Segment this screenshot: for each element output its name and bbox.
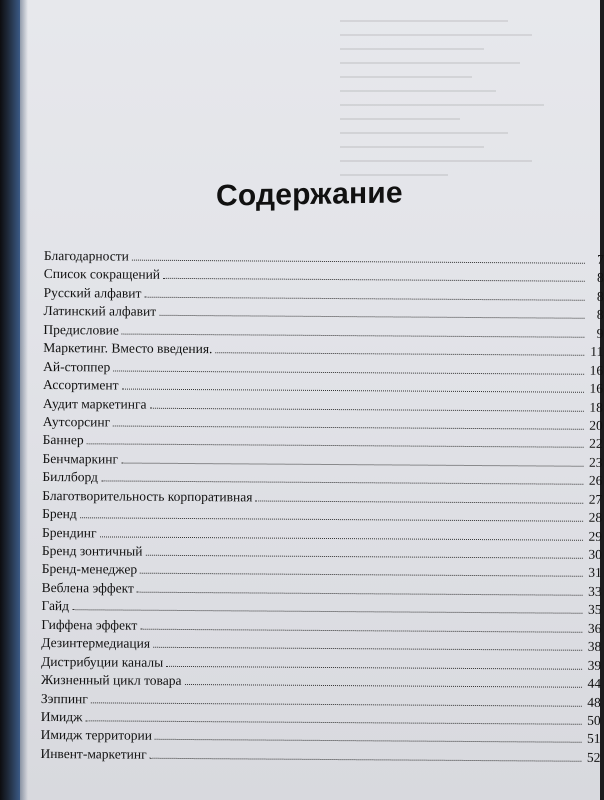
dot-leader [121,462,583,466]
dot-leader [87,444,584,448]
toc-entry-label: Бренд зонтичный [41,542,143,559]
dot-leader [72,610,582,615]
toc-entry-label: Маркетинг. Вместо введения. [43,340,213,357]
dot-leader [166,665,582,669]
dot-leader [184,684,581,688]
dot-leader [150,407,584,411]
dot-leader [113,425,584,429]
toc-entry-page-number: 48 [587,694,601,710]
dot-leader [132,260,585,264]
toc-entry-page-number: 9 [596,325,604,341]
toc-entry-page-number: 44 [587,675,602,691]
dot-leader [163,278,585,282]
toc-entry-label: Брендинг [41,524,97,540]
dot-leader [85,720,581,724]
dot-leader [113,370,584,374]
toc-entry-label: Ассортимент [42,377,119,393]
toc-entry-label: Инвент-маркетинг [40,745,147,762]
toc-entry-page-number: 27 [588,491,603,507]
toc-entry-label: Имидж [40,708,83,725]
toc-entry-page-number: 39 [587,657,602,673]
toc-entry-page-number: 33 [588,583,602,599]
dot-leader [159,315,584,319]
toc-entry-label: Аудит маркетинга [42,395,147,412]
toc-entry-label: Биллборд [42,469,98,485]
dot-leader [80,517,583,522]
toc-entry-label: Баннер [42,432,84,448]
toc-entry-page-number: 22 [589,436,603,452]
page-title: Содержание [216,176,403,213]
toc-entry-page-number: 7 [597,251,604,267]
toc-entry-label: Бренд-менеджер [41,561,138,578]
dot-leader [215,352,584,356]
toc-entry-label: Бенчмаркинг [42,450,119,467]
toc-entry-page-number: 11 [590,344,604,360]
toc-entry-label: Список сокращений [43,266,161,283]
book-spine [0,0,20,800]
toc-entry-label: Дистрибуции каналы [41,653,164,670]
toc-entry-label: Благотворительность корпоративная [42,487,253,505]
toc-entry-page-number: 31 [588,565,602,581]
toc-entry-page-number: 8 [596,288,604,304]
toc-entry-page-number: 16 [589,380,604,396]
toc-entry-label: Дезинтермедиация [41,635,151,651]
toc-entry-page-number: 36 [587,620,602,636]
dot-leader [144,297,584,301]
toc-entry-page-number: 16 [589,362,604,378]
toc-entry-page-number: 20 [589,417,603,433]
toc-entry-page-number: 28 [588,509,603,526]
toc-entry-label: Ай-стоппер [43,358,111,375]
table-of-contents [40,248,604,768]
dot-leader [150,758,582,762]
toc-entry-label: Имидж территории [40,727,153,744]
toc-entry-page-number: 26 [588,473,603,489]
toc-entry-page-number: 29 [588,528,603,544]
toc-entry-label: Аутсорсинг [42,413,111,430]
dot-leader [145,555,582,559]
dot-leader [122,389,584,393]
dot-leader [140,573,583,577]
dot-leader [100,536,583,540]
toc-entry-label: Русский алфавит [43,284,142,301]
dot-leader [122,333,585,337]
toc-entry-page-number: 23 [588,454,603,470]
dot-leader [155,739,582,743]
toc-entry-label: Жизненный цикл товара [40,672,182,689]
toc-entry-label: Бренд [42,506,77,522]
book-page [20,0,604,800]
toc-entry-page-number: 52 [586,749,601,765]
dot-leader [91,702,582,706]
dot-leader [101,481,583,485]
toc-entry-label: Предисловие [43,321,119,338]
page-shadow [20,0,28,800]
bleed-through-text [340,8,580,248]
dot-leader [137,592,583,596]
toc-entry-label: Латинский алфавит [43,303,157,320]
toc-entry-page-number: 50 [587,712,601,728]
toc-entry-page-number: 8 [597,270,604,286]
toc-entry-page-number: 18 [589,399,603,415]
toc-entry-page-number: 8 [596,307,604,323]
toc-entry-label: Гайд [41,598,70,614]
toc-entry-page-number: 30 [588,546,602,562]
toc-entry-page-number: 38 [587,638,602,655]
toc-entry-label: Веблена эффект [41,579,134,596]
toc-entry-label: Благодарности [43,248,129,264]
toc-entry-label: Гиффена эффект [41,616,138,633]
toc-entry [40,746,600,768]
dot-leader [153,647,582,651]
toc-entry-label: Зэппинг [40,690,88,706]
dot-leader [140,628,582,632]
toc-entry-page-number: 51 [587,731,601,747]
toc-entry-page-number: 35 [587,602,602,618]
dot-leader [255,500,583,503]
